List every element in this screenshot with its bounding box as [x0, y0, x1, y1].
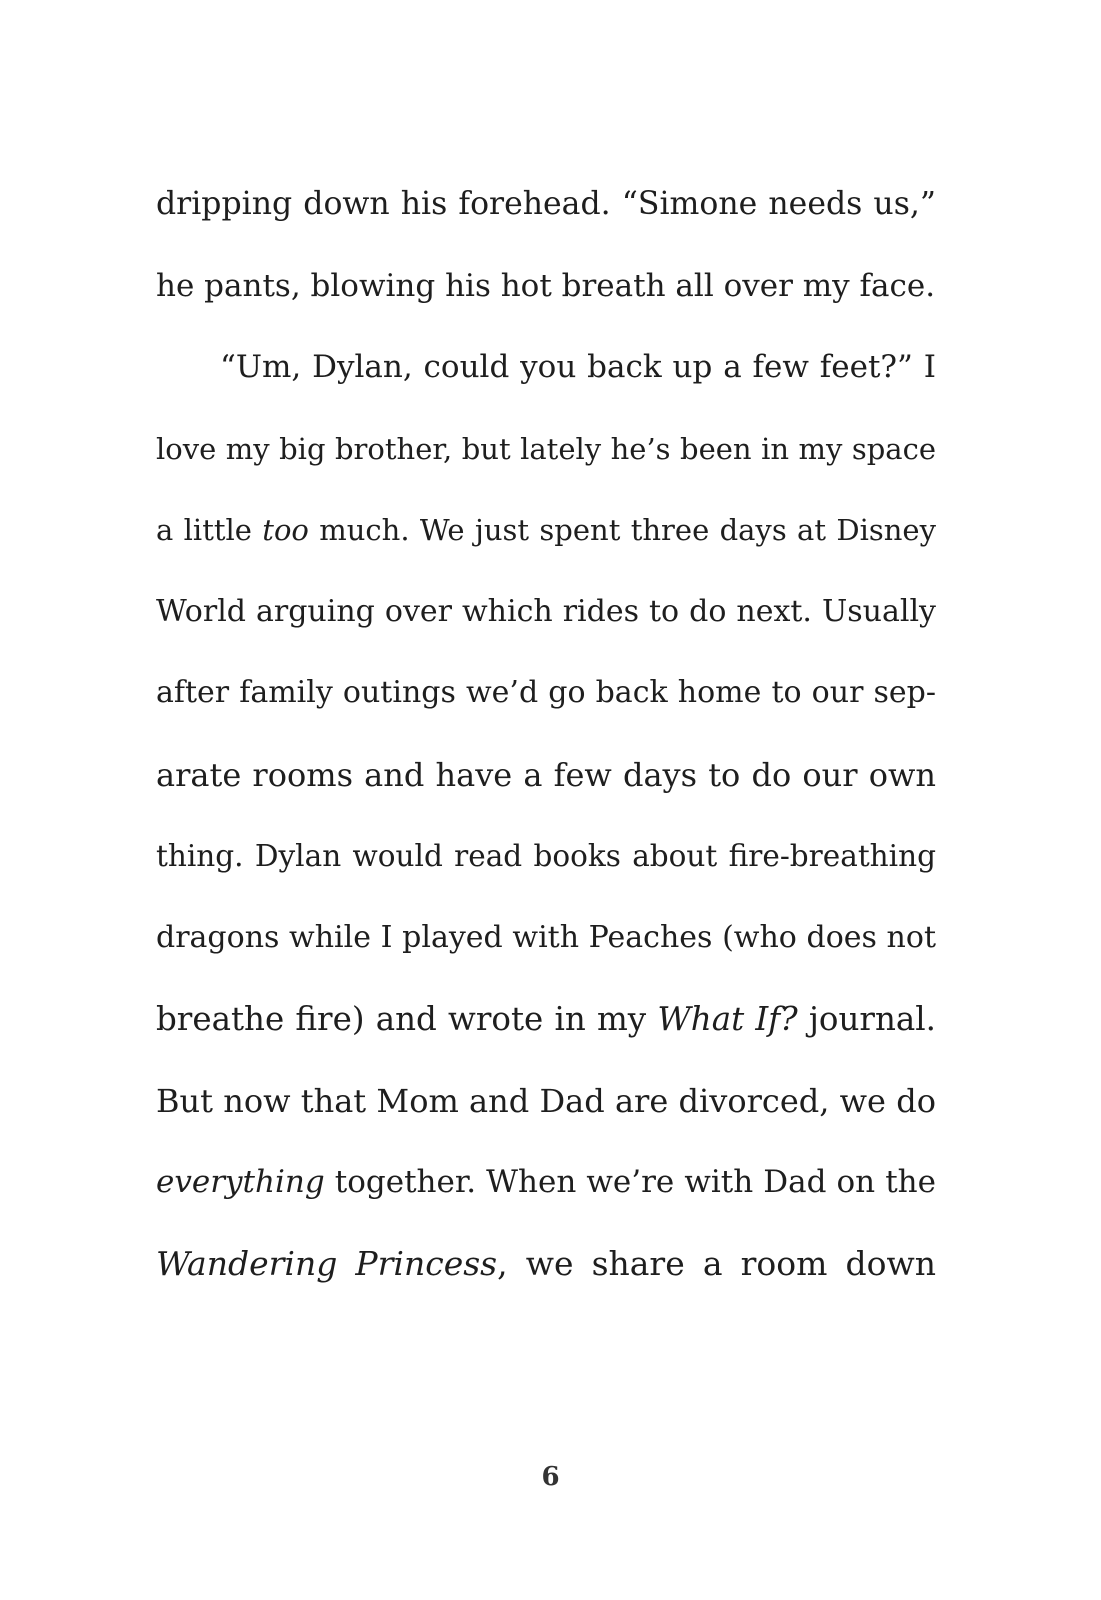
italic-text: too: [262, 513, 309, 547]
text-line: [156, 413, 936, 495]
text-line: [156, 1065, 936, 1147]
text-line: [156, 1228, 936, 1310]
text-segment: World arguing over which rides to do next. Usually: [156, 593, 936, 629]
text-segment: a little: [156, 513, 263, 547]
italic-text: Wandering Princess: [156, 1243, 498, 1283]
text-segment: he pants, blowing his hot breath all over my face.: [156, 267, 936, 304]
text-line: [156, 739, 936, 821]
text-segment: breathe fire) and wrote in my: [156, 1000, 658, 1038]
text-line: [156, 331, 936, 413]
text-segment: But now that Mom and Dad are divorced, we do: [156, 1081, 936, 1120]
text-segment: together. When we’re with Dad on the: [324, 1164, 936, 1200]
text-segment: after family outings we’d go back home to our sep-: [156, 675, 936, 710]
text-segment: arate rooms and have a few days to do our own: [156, 755, 936, 794]
text-line: [156, 250, 936, 332]
text-line: [156, 657, 936, 739]
text-segment: dripping down his forehead. “Simone needs us,”: [156, 186, 936, 222]
italic-text: What If?: [657, 1000, 798, 1038]
text-line: [156, 820, 936, 902]
text-line: [156, 494, 936, 576]
text-line: [156, 902, 936, 984]
text-line: [156, 576, 936, 658]
body-text: [156, 168, 936, 1309]
page-number: 6: [541, 1462, 560, 1492]
text-line: [156, 983, 936, 1065]
italic-text: everything: [156, 1164, 325, 1200]
text-line: [156, 168, 936, 250]
text-segment: dragons while I played with Peaches (who does not: [156, 919, 936, 955]
text-line: [156, 1146, 936, 1228]
text-segment: thing. Dylan would read books about fire-breathing: [156, 839, 936, 873]
text-segment: love my big brother, but lately he’s been in my space: [156, 431, 936, 466]
text-segment: much. We just spent three days at Disney: [308, 513, 936, 547]
text-segment: journal.: [797, 1000, 936, 1038]
text-segment: “Um, Dylan, could you back up a few feet?” I: [220, 349, 936, 385]
text-segment: , we share a room down: [497, 1243, 936, 1283]
